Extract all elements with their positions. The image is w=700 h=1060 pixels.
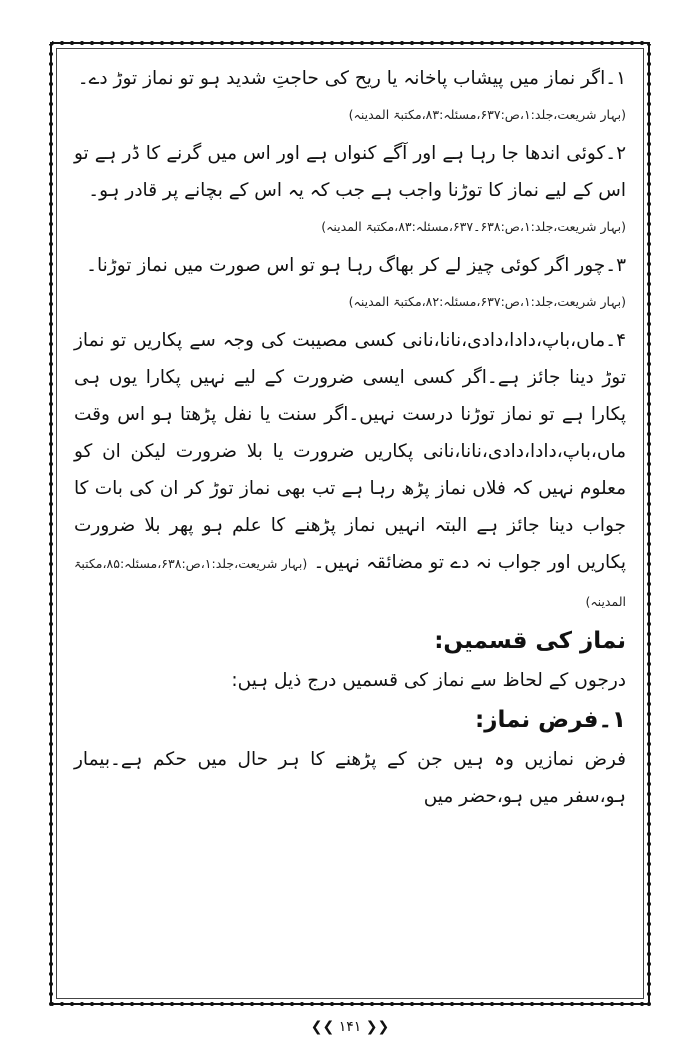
dotted-border-right xyxy=(643,44,655,1007)
page-content xyxy=(74,60,626,989)
left-bracket-ornament: ❮❮ xyxy=(310,1019,335,1035)
reference-4: (بہار شریعت،جلد:۱،ص:۶۳۸،مسئلہ:۸۵،مکتبۃ المدینہ) xyxy=(74,556,626,609)
paragraph-4-text: ۴۔ماں،باپ،دادا،دادی،نانا،نانی کسی مصیبت کی وجہ سے پکاریں تو نماز توڑ دینا جائز ہے۔اگر کسی ایسی ضرورت کے لیے نہیں پکارا یوں ہی پکارا ہے تو نماز توڑنا درست نہیں۔اگر سنت یا نفل پڑھتا ہو اس وقت ماں،باپ،دادا،دادی،نانا،نانی پکاریں ضرورت یا بلا ضرورت لیکن ان کو معلوم نہیں کہ فلاں نماز پڑھ رہا ہے تب بھی نماز توڑ کر ان کی بات کا جواب دینا جائز ہے البتہ انہیں نماز پڑھنے کا علم ہو پھر بلا ضرورت پکاریں اور جواب نہ دے تو مضائقہ نہیں۔ xyxy=(74,330,626,573)
paragraph-4 xyxy=(74,322,626,620)
page-border xyxy=(50,42,650,1005)
section-heading-prayer-types: نماز کی قسمیں: xyxy=(434,628,626,654)
paragraph-2: ۲۔کوئی اندھا جا رہا ہے اور آگے کنواں ہے اور اس میں گرنے کا ڈر ہے تو اس کے لیے نماز کا توڑنا واجب ہے جب کہ یہ اس کے بچانے پر قادر ہو۔ xyxy=(74,143,626,201)
page-number: ۱۴۱ xyxy=(338,1019,362,1035)
paragraph-1: ۱۔اگر نماز میں پیشاب پاخانہ یا ریح کی حاجتِ شدید ہو تو نماز توڑ دے۔ xyxy=(77,68,626,89)
reference-3: (بہار شریعت،جلد:۱،ص:۶۳۷،مسئلہ:۸۲،مکتبۃ المدینہ) xyxy=(348,294,626,309)
paragraph-3: ۳۔چور اگر کوئی چیز لے کر بھاگ رہا ہو تو اس صورت میں نماز توڑنا۔ xyxy=(86,255,626,276)
section-heading-fard-prayer: ۱۔فرض نماز: xyxy=(475,707,626,733)
dotted-border-bottom xyxy=(52,998,652,1010)
paragraph-6: فرض نمازیں وہ ہیں جن کے پڑھنے کا ہر حال میں حکم ہے۔بیمار ہو،سفر میں ہو،حضر میں xyxy=(74,749,626,807)
right-bracket-ornament: ❯❯ xyxy=(365,1019,390,1035)
paragraph-5: درجوں کے لحاظ سے نماز کی قسمیں درج ذیل ہیں: xyxy=(231,670,626,691)
reference-2: (بہار شریعت،جلد:۱،ص:۶۳۸۔۶۳۷،مسئلہ:۸۳،مکتبۃ المدینہ) xyxy=(321,219,626,234)
page-number-ornament xyxy=(311,1019,389,1035)
reference-1: (بہار شریعت،جلد:۱،ص:۶۳۷،مسئلہ:۸۳،مکتبۃ المدینہ) xyxy=(348,107,626,122)
